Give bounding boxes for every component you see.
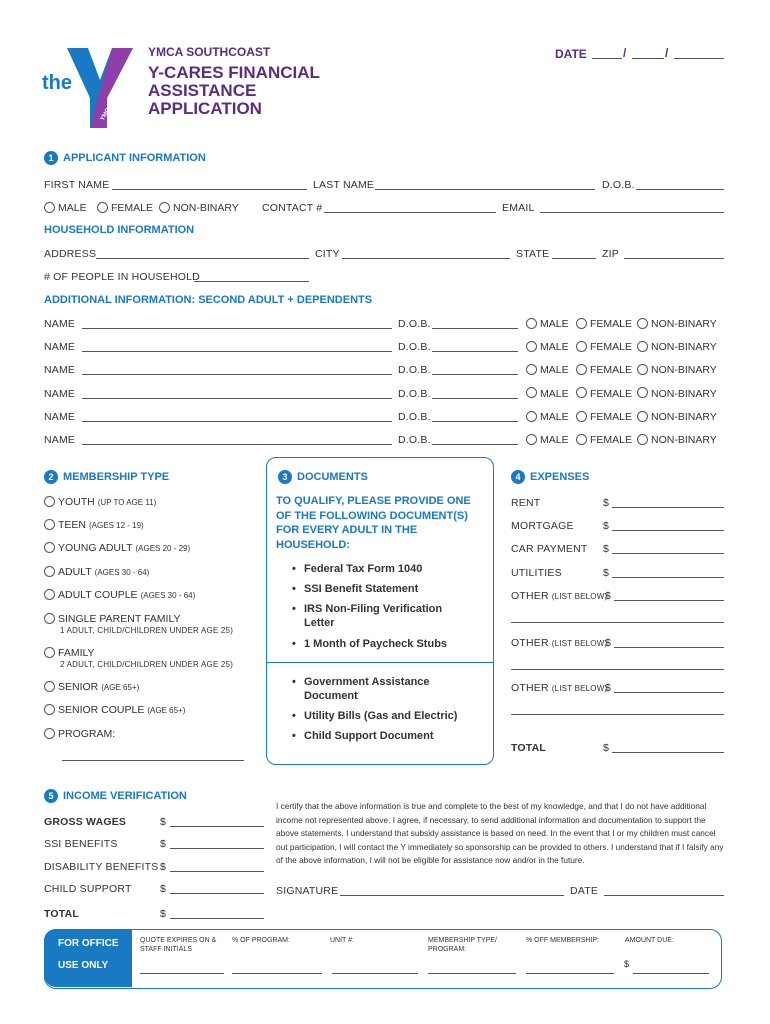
gender-female-label: FEMALE: [111, 202, 154, 214]
date-sep-2: /: [665, 46, 669, 60]
dependent-female-option-label: FEMALE: [590, 318, 633, 330]
dependent-nonbinary-option-label: NON-BINARY: [651, 434, 717, 446]
dependent-nonbinary-option[interactable]: [637, 434, 717, 446]
expense-field[interactable]: [612, 530, 724, 531]
office-tab-line2: USE ONLY: [58, 960, 109, 971]
date-day-field[interactable]: [632, 58, 664, 59]
gender-male-option[interactable]: [44, 202, 87, 214]
documents-heading: [278, 470, 368, 484]
membership-label: SENIOR: [58, 681, 99, 693]
membership-option-7[interactable]: [44, 681, 139, 693]
radio-icon: [576, 387, 587, 398]
dependent-nonbinary-option-label: NON-BINARY: [651, 387, 717, 400]
expense-label: UTILITIES: [511, 567, 562, 579]
expense-currency: $: [603, 543, 610, 555]
expense-currency: $: [603, 567, 610, 579]
logo-ymca: YMCA: [99, 103, 114, 123]
expense-other-field[interactable]: [614, 600, 724, 601]
documents-divider: [266, 662, 494, 663]
dependent-dob-field[interactable]: [432, 421, 518, 422]
doc-item: • IRS Non-Filing Verification Letter: [304, 602, 474, 630]
membership-option-9[interactable]: [44, 728, 115, 740]
membership-option-3[interactable]: [44, 566, 149, 578]
income-label: TOTAL: [44, 908, 80, 920]
expense-field[interactable]: [612, 507, 724, 508]
gender-nonbinary-label: NON-BINARY: [173, 202, 239, 214]
section-number-5: 5: [44, 789, 58, 803]
dependent-female-option-label: FEMALE: [590, 410, 633, 423]
expense-other-label: [511, 682, 607, 694]
applicant-heading-text: APPLICANT INFORMATION: [63, 151, 206, 164]
income-currency: $: [160, 908, 167, 920]
dependent-name-field[interactable]: [82, 398, 392, 399]
city-field[interactable]: [342, 258, 510, 259]
dependent-nonbinary-option[interactable]: [637, 388, 717, 400]
dependent-dob-label: D.O.B.: [398, 387, 431, 400]
radio-icon: [44, 566, 55, 577]
dependent-female-option[interactable]: [576, 364, 632, 376]
membership-option-8[interactable]: [44, 704, 185, 716]
dependent-female-option-label: FEMALE: [590, 434, 633, 446]
city-label: CITY: [315, 248, 340, 260]
dependent-female-option[interactable]: [576, 388, 632, 400]
dependent-nonbinary-option[interactable]: [637, 318, 717, 330]
expense-other-desc-field[interactable]: [511, 669, 724, 670]
header-date-label: DATE: [555, 47, 587, 61]
documents-heading-text: DOCUMENTS: [297, 470, 368, 483]
membership-label: SINGLE PARENT FAMILY: [58, 613, 181, 625]
dependent-dob-field[interactable]: [432, 444, 518, 445]
radio-icon: [44, 681, 55, 692]
dependent-name-label: NAME: [44, 387, 76, 400]
dependent-nonbinary-option[interactable]: [637, 341, 717, 353]
radio-icon: [159, 202, 170, 213]
dependent-male-option-label: MALE: [540, 341, 569, 354]
income-label: GROSS WAGES: [44, 816, 127, 828]
membership-label: TEEN: [58, 519, 87, 531]
dependent-dob-field[interactable]: [432, 398, 518, 399]
form-title-line-1: Y-CARES FINANCIAL: [148, 63, 320, 82]
zip-label: ZIP: [602, 248, 619, 260]
radio-icon: [637, 341, 648, 352]
office-tab-line1: FOR OFFICE: [58, 938, 119, 949]
membership-note: (AGE 65+): [101, 683, 140, 692]
membership-label: ADULT: [58, 566, 92, 578]
dob-field[interactable]: [636, 189, 724, 190]
dependent-male-option-label: MALE: [540, 434, 569, 446]
dependent-dob-field[interactable]: [432, 374, 518, 375]
dependent-male-option[interactable]: [526, 411, 569, 423]
income-field[interactable]: [170, 893, 264, 894]
membership-option-4[interactable]: [44, 589, 195, 601]
expense-other-field[interactable]: [614, 692, 724, 693]
date-sep-1: /: [623, 46, 627, 60]
radio-icon: [44, 647, 55, 658]
gender-nonbinary-option[interactable]: [159, 202, 239, 214]
expense-currency: $: [605, 637, 612, 649]
radio-icon: [44, 496, 55, 507]
dependent-dob-field[interactable]: [432, 328, 518, 329]
radio-icon: [526, 318, 537, 329]
dependent-female-option-label: FEMALE: [590, 341, 633, 354]
income-currency: $: [160, 816, 167, 828]
radio-icon: [637, 434, 648, 445]
dependent-name-field[interactable]: [82, 374, 392, 375]
dependent-name-label: NAME: [44, 341, 76, 354]
dependent-name-field[interactable]: [82, 351, 392, 352]
dependent-nonbinary-option-label: NON-BINARY: [651, 364, 717, 377]
household-heading: HOUSEHOLD INFORMATION: [44, 224, 195, 236]
form-title: [148, 64, 320, 118]
income-label: SSI BENEFITS: [44, 838, 118, 850]
expense-other-label: [511, 590, 607, 602]
radio-icon: [576, 411, 587, 422]
office-use-tab: [44, 929, 132, 987]
membership-option-6[interactable]: [44, 647, 95, 659]
last-name-label: LAST NAME: [313, 179, 375, 191]
doc-item: • Federal Tax Form 1040: [304, 562, 484, 576]
income-label: CHILD SUPPORT: [44, 883, 132, 895]
dependent-female-option[interactable]: [576, 341, 632, 353]
expense-currency: $: [603, 742, 610, 754]
radio-icon: [526, 387, 537, 398]
expenses-heading-text: EXPENSES: [530, 470, 590, 483]
program-field[interactable]: [62, 760, 244, 761]
dependent-female-option-label: FEMALE: [590, 364, 633, 377]
membership-label: PROGRAM:: [58, 728, 116, 740]
radio-icon: [576, 341, 587, 352]
office-col-membership: MEMBERSHIP TYPE/ PROGRAM:: [428, 937, 497, 953]
membership-label: YOUNG ADULT: [58, 542, 133, 554]
income-currency: $: [160, 883, 167, 895]
radio-icon: [44, 728, 55, 739]
radio-icon: [576, 318, 587, 329]
expense-other-text: OTHER: [511, 590, 549, 602]
income-field[interactable]: [170, 826, 264, 827]
radio-icon: [97, 202, 108, 213]
radio-icon: [526, 341, 537, 352]
ymca-logo: [40, 40, 140, 140]
doc-item: • Child Support Document: [304, 729, 484, 743]
expense-other-desc-field[interactable]: [511, 714, 724, 715]
expense-label: CAR PAYMENT: [511, 543, 588, 555]
expense-currency: $: [603, 520, 610, 532]
radio-icon: [526, 364, 537, 375]
dependent-name-label: NAME: [44, 364, 76, 377]
membership-note: 2 ADULT, CHILD/CHILDREN UNDER AGE 25): [60, 660, 234, 669]
email-label: EMAIL: [502, 202, 535, 214]
section-number-2: 2: [44, 470, 58, 484]
expense-other-text: OTHER: [511, 637, 549, 649]
doc-item: • SSI Benefit Statement: [304, 582, 484, 596]
contact-field[interactable]: [324, 212, 496, 213]
date-month-field[interactable]: [592, 58, 622, 59]
email-field[interactable]: [540, 212, 724, 213]
additional-heading: ADDITIONAL INFORMATION: SECOND ADULT + DEPENDENTS: [44, 294, 373, 306]
signature-field[interactable]: [340, 895, 564, 896]
dependent-name-label: NAME: [44, 318, 76, 330]
income-label: DISABILITY BENEFITS: [44, 861, 159, 873]
dependent-dob-label: D.O.B.: [398, 434, 431, 446]
logo-the: the: [42, 72, 72, 94]
first-name-label: FIRST NAME: [44, 179, 110, 191]
income-field[interactable]: [170, 871, 264, 872]
dependent-name-label: NAME: [44, 410, 76, 423]
dependent-nonbinary-option-label: NON-BINARY: [651, 410, 717, 423]
radio-icon: [44, 542, 55, 553]
dependent-dob-label: D.O.B.: [398, 341, 431, 354]
doc-item: • Utility Bills (Gas and Electric): [304, 709, 484, 723]
expense-other-desc-field[interactable]: [511, 622, 724, 623]
dependent-name-field[interactable]: [82, 421, 392, 422]
membership-option-5[interactable]: [44, 613, 181, 625]
dependent-female-option[interactable]: [576, 434, 632, 446]
dependent-female-option-label: FEMALE: [590, 387, 633, 400]
dependent-nonbinary-option-label: NON-BINARY: [651, 341, 717, 354]
radio-icon: [44, 589, 55, 600]
form-title-line-2: ASSISTANCE: [148, 81, 257, 100]
dependent-female-option[interactable]: [576, 411, 632, 423]
dependent-male-option-label: MALE: [540, 387, 569, 400]
dependent-male-option[interactable]: [526, 364, 569, 376]
expense-total-label: TOTAL: [511, 742, 547, 754]
radio-icon: [44, 704, 55, 715]
radio-icon: [576, 364, 587, 375]
membership-note: (AGES 12 - 19): [89, 521, 144, 530]
dependent-dob-label: D.O.B.: [398, 410, 431, 423]
membership-label: FAMILY: [58, 647, 95, 659]
radio-icon: [637, 318, 648, 329]
address-label: ADDRESS: [44, 248, 97, 260]
section-number-1: 1: [44, 151, 58, 165]
people-field[interactable]: [194, 281, 309, 282]
date-year-field[interactable]: [674, 58, 724, 59]
office-membership-field[interactable]: [428, 973, 516, 974]
certification-text: I certify that the above information is true and complete to the best of my knowledge, and that I do not have additional income not represented above. I agree, if necessary, to send additional information and documentation to support the above statements. I understand that subsidy assistance is based on need. In the event that I or my children must cancel out participation, I will contact the Y immediately so sponsorship can be provided to others. I understand that if I falsify any of the above information, I will not be eligible for assistance now and/or in the future.: [276, 801, 724, 865]
membership-heading: [44, 470, 169, 484]
income-field[interactable]: [170, 848, 264, 849]
expense-label: RENT: [511, 497, 541, 509]
expense-other-field[interactable]: [614, 647, 724, 648]
office-amount-field[interactable]: [633, 973, 709, 974]
membership-label: ADULT COUPLE: [58, 589, 138, 601]
gender-male-label: MALE: [58, 202, 87, 214]
membership-note: 1 ADULT, CHILD/CHILDREN UNDER AGE 25): [60, 626, 234, 635]
dependent-dob-label: D.O.B.: [398, 364, 431, 377]
org-name: YMCA SOUTHCOAST: [148, 45, 271, 59]
office-col-percent: % OF PROGRAM:: [232, 937, 290, 944]
expense-field[interactable]: [612, 577, 724, 578]
expense-other-note: (LIST BELOW): [551, 639, 608, 648]
applicant-heading: [44, 151, 206, 165]
expense-other-label: [511, 637, 607, 649]
radio-icon: [576, 434, 587, 445]
zip-field[interactable]: [624, 258, 724, 259]
radio-icon: [637, 364, 648, 375]
radio-icon: [637, 411, 648, 422]
cert-date-label: DATE: [570, 885, 599, 897]
dependent-nonbinary-option[interactable]: [637, 364, 717, 376]
expense-currency: $: [605, 682, 612, 694]
state-label: STATE: [516, 248, 550, 260]
documents-intro: TO QUALIFY, PLEASE PROVIDE ONE OF THE FOLLOWING DOCUMENT(S) FOR EVERY ADULT IN THE HOUSEHOLD:: [276, 495, 471, 551]
office-off-field[interactable]: [526, 973, 614, 974]
expense-currency: $: [605, 590, 612, 602]
signature-label: SIGNATURE: [276, 885, 339, 897]
membership-note: (UP TO AGE 11): [97, 498, 157, 507]
expenses-heading: [511, 470, 589, 484]
dependent-nonbinary-option-label: NON-BINARY: [651, 318, 717, 330]
membership-label: SENIOR COUPLE: [58, 704, 145, 716]
dependent-male-option-label: MALE: [540, 410, 569, 423]
dependent-name-label: NAME: [44, 434, 76, 446]
doc-item: • 1 Month of Paycheck Stubs: [304, 637, 484, 651]
dependent-name-field[interactable]: [82, 444, 392, 445]
office-amount-currency: $: [624, 959, 630, 969]
dependent-male-option-label: MALE: [540, 318, 569, 330]
dependent-male-option[interactable]: [526, 388, 569, 400]
radio-icon: [44, 202, 55, 213]
membership-note: (AGES 30 - 64): [140, 591, 196, 600]
membership-option-1[interactable]: [44, 519, 144, 531]
doc-item: • Government Assistance Document: [304, 675, 474, 703]
income-heading-text: INCOME VERIFICATION: [63, 789, 187, 802]
expense-currency: $: [603, 497, 610, 509]
last-name-field[interactable]: [375, 189, 595, 190]
dependent-dob-label: D.O.B.: [398, 318, 431, 330]
gender-female-option[interactable]: [97, 202, 153, 214]
expense-other-note: (LIST BELOW): [551, 684, 608, 693]
membership-option-0[interactable]: [44, 496, 156, 508]
income-field[interactable]: [170, 918, 264, 919]
office-percent-field[interactable]: [232, 973, 322, 974]
state-field[interactable]: [552, 258, 596, 259]
dependent-male-option[interactable]: [526, 341, 569, 353]
membership-heading-text: MEMBERSHIP TYPE: [63, 470, 170, 483]
dependent-male-option-label: MALE: [540, 364, 569, 377]
form-title-line-3: APPLICATION: [148, 99, 262, 118]
section-number-3: 3: [278, 470, 292, 484]
section-number-4: 4: [511, 470, 525, 484]
office-unit-field[interactable]: [332, 973, 418, 974]
radio-icon: [526, 411, 537, 422]
expense-other-text: OTHER: [511, 682, 549, 694]
office-quote-field[interactable]: [140, 973, 224, 974]
expense-other-note: (LIST BELOW): [551, 592, 608, 601]
address-field[interactable]: [96, 258, 309, 259]
dependent-dob-field[interactable]: [432, 351, 518, 352]
dependent-nonbinary-option[interactable]: [637, 411, 717, 423]
dependent-name-field[interactable]: [82, 328, 392, 329]
office-col-amount: AMOUNT DUE:: [625, 937, 674, 944]
income-currency: $: [160, 838, 167, 850]
office-col-off: % OFF MEMBERSHIP:: [526, 937, 600, 944]
first-name-field[interactable]: [112, 189, 307, 190]
membership-note: (AGES 30 - 64): [94, 568, 150, 577]
radio-icon: [526, 434, 537, 445]
dob-label: D.O.B.: [602, 179, 635, 191]
membership-note: (AGES 20 - 29): [135, 544, 191, 553]
cert-date-field[interactable]: [604, 895, 724, 896]
contact-label: CONTACT #: [262, 202, 323, 214]
income-currency: $: [160, 861, 167, 873]
expense-total-field[interactable]: [612, 752, 724, 753]
people-label: # OF PEOPLE IN HOUSEHOLD: [44, 271, 200, 283]
dependent-male-option[interactable]: [526, 434, 569, 446]
radio-icon: [44, 519, 55, 530]
office-col-unit: UNIT #:: [330, 937, 354, 944]
expense-field[interactable]: [612, 553, 724, 554]
expense-label: MORTGAGE: [511, 520, 574, 532]
office-col-quote: QUOTE EXPIRES ON & STAFF INITIALS: [140, 937, 217, 953]
dependent-female-option[interactable]: [576, 318, 632, 330]
dependent-male-option[interactable]: [526, 318, 569, 330]
radio-icon: [637, 387, 648, 398]
membership-label: YOUTH: [58, 496, 95, 508]
radio-icon: [44, 613, 55, 624]
membership-note: (AGE 65+): [147, 706, 186, 715]
income-heading: [44, 789, 187, 803]
membership-option-2[interactable]: [44, 542, 190, 554]
